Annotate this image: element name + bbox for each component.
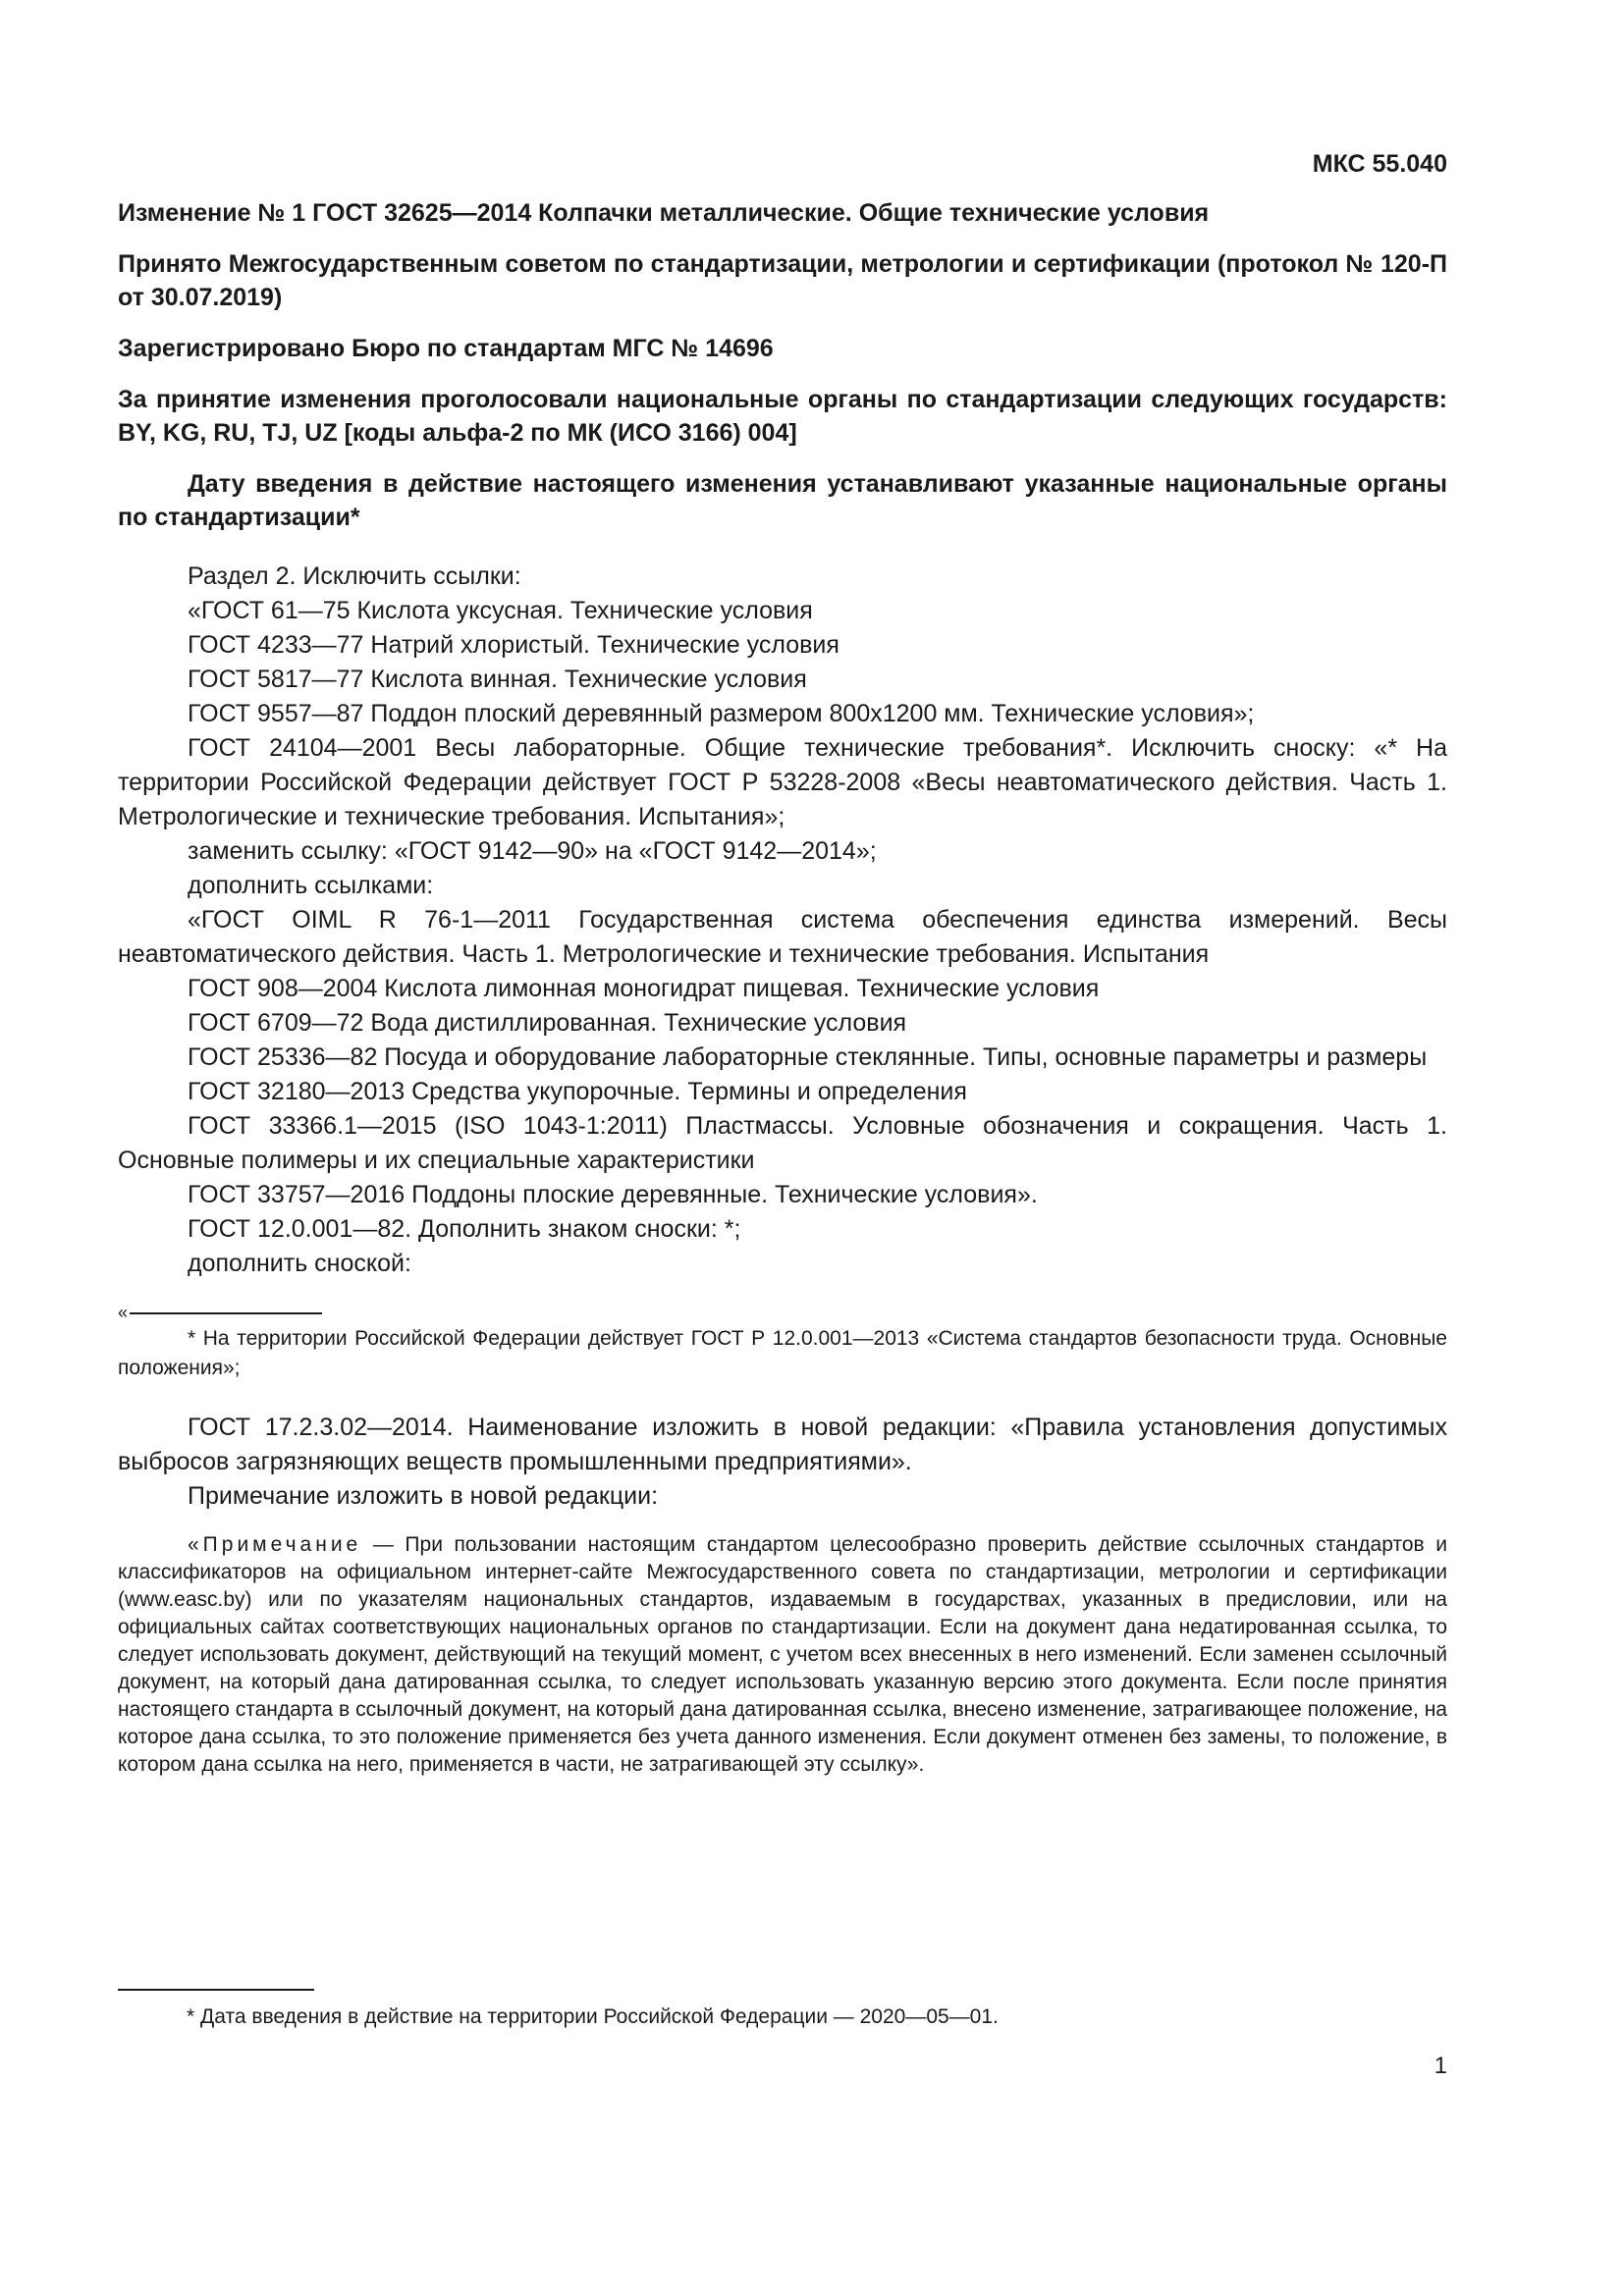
page-number: 1 — [1434, 2053, 1447, 2079]
voting-statement: За принятие изменения проголосовали национальные органы по стандартизации следующих государств: BY, KG, RU, TJ, UZ [коды альфа-2 по МК (ИСО 3166) 004] — [118, 386, 1447, 447]
body-paragraph: ГОСТ 5817—77 Кислота винная. Технические условия — [188, 666, 807, 693]
inline-footnote-separator — [118, 1303, 1447, 1322]
note-block — [118, 1531, 1447, 1779]
page-footnote: * Дата введения в действие на территории Российской Федерации — 2020—05—01. — [187, 2005, 999, 2028]
body-paragraph: ГОСТ 33757—2016 Поддоны плоские деревянные. Технические условия». — [188, 1181, 1038, 1208]
opening-quote: « — [118, 1303, 129, 1322]
body-paragraph: Примечание изложить в новой редакции: — [188, 1482, 659, 1510]
body-paragraph: ГОСТ 908—2004 Кислота лимонная моногидрат пищевая. Технические условия — [188, 975, 1100, 1002]
body-paragraph: ГОСТ 9557—87 Поддон плоский деревянный размером 800х1200 мм. Технические условия»; — [188, 700, 1255, 727]
note-lead: «Примечание — [188, 1533, 362, 1556]
amendment-body — [118, 560, 1447, 1779]
body-paragraph: ГОСТ 33366.1—2015 (ISO 1043-1:2011) Пластмассы. Условные обозначения и сокращения. Часть 1. Основные полимеры и их специальные характеристики — [118, 1112, 1447, 1174]
body-paragraph: ГОСТ 32180—2013 Средства укупорочные. Термины и определения — [188, 1078, 967, 1105]
inline-footnote: * На территории Российской Федерации действует ГОСТ Р 12.0.001—2013 «Система стандартов безопасности труда. Основные положения»; — [118, 1327, 1447, 1379]
body-paragraph: дополнить сноской: — [188, 1250, 411, 1277]
body-paragraph: «ГОСТ OIML R 76-1—2011 Государственная система обеспечения единства измерений. Весы неавтоматического действия. Часть 1. Метрологические и технические требования. Испытания — [118, 906, 1447, 968]
mks-code: МКС 55.040 — [1312, 150, 1447, 178]
body-paragraph: ГОСТ 4233—77 Натрий хлористый. Технические условия — [188, 631, 839, 659]
body-paragraph: ГОСТ 6709—72 Вода дистиллированная. Технические условия — [188, 1009, 907, 1037]
registration-statement: Зарегистрировано Бюро по стандартам МГС № 14696 — [118, 335, 774, 362]
amendment-title: Изменение № 1 ГОСТ 32625—2014 Колпачки металлические. Общие технические условия — [118, 199, 1210, 227]
body-paragraph: дополнить ссылками: — [188, 872, 434, 899]
body-paragraph: ГОСТ 17.2.3.02—2014. Наименование изложить в новой редакции: «Правила установления допустимых выбросов загрязняющих веществ промышленными предприятиями». — [118, 1414, 1447, 1475]
body-paragraph: Раздел 2. Исключить ссылки: — [188, 562, 521, 590]
body-paragraph: ГОСТ 12.0.001—82. Дополнить знаком сноски: *; — [188, 1215, 741, 1243]
footnote-rule — [118, 1989, 314, 1991]
separator-rule — [130, 1312, 322, 1314]
adopted-statement: Принято Межгосударственным советом по стандартизации, метрологии и сертификации (протокол № 120-П от 30.07.2019) — [118, 250, 1447, 311]
body-paragraph: «ГОСТ 61—75 Кислота уксусная. Технические условия — [188, 597, 813, 624]
note-text: — При пользовании настоящим стандартом целесообразно проверить действие ссылочных стандартов и классификаторов на официальном интернет-сайте Межгосударственного совета по стандартизации, метрологии и сертификации (www.easc.by) или по указателям национальных стандартов, издаваемым в государствах, указанных в предисловии, или на официальных сайтах соответствующих национальных органов по стандартизации. Если на документ дана недатированная ссылка, то следует использовать документ, действующий на текущий момент, с учетом всех внесенных в него изменений. Если заменен ссылочный документ, на который дана датированная ссылка, то следует использовать указанную версию этого документа. Если после принятия настоящего стандарта в ссылочный документ, на который дана датированная ссылка, внесено изменение, затрагивающее положение, на которое дана ссылка, то это положение применяется без учета данного изменения. Если документ отменен без замены, то положение, в котором дана ссылка на него, применяется в части, не затрагивающей эту ссылку». — [118, 1533, 1447, 1776]
body-paragraph: ГОСТ 24104—2001 Весы лабораторные. Общие технические требования*. Исключить сноску: «* На территории Российской Федерации действует ГОСТ Р 53228-2008 «Весы неавтоматического действия. Часть 1. Метрологические и технические требования. Испытания»; — [118, 734, 1447, 830]
effective-date-statement: Дату введения в действие настоящего изменения устанавливают указанные национальные органы по стандартизации* — [118, 470, 1447, 531]
body-paragraph: ГОСТ 25336—82 Посуда и оборудование лабораторные стеклянные. Типы, основные параметры и размеры — [188, 1043, 1428, 1071]
body-paragraph: заменить ссылку: «ГОСТ 9142—90» на «ГОСТ 9142—2014»; — [188, 837, 877, 865]
